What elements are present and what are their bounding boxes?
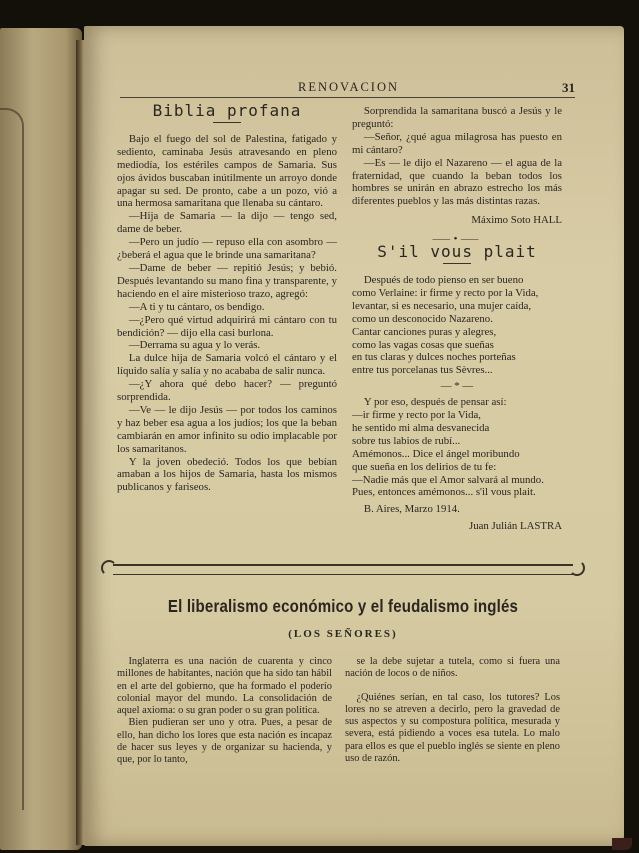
article-subtitle: (LOS SEÑORES): [288, 628, 398, 640]
poem-line: he sentido mi alma desvanecida: [352, 421, 490, 434]
article-title-liberalismo: El liberalismo económico y el feudalismo inglés: [167, 596, 519, 616]
paragraph: —Dame de beber — repitió Jesús; y bebió. Después levantando su mano fina y transparente, y haciendo en el aire misterioso trazo, agregó:: [117, 261, 337, 300]
poem-line: Cantar canciones puras y alegres,: [352, 325, 497, 338]
running-title: RENOVACION: [298, 80, 400, 94]
paragraph: —Ve — le dijo Jesús — por todos los caminos y haz beber esa agua a los judíos; los que la beban cambiarán en amor infinito su odio implacable por los samaritanos.: [117, 403, 337, 455]
paragraph: ¿Quiénes serían, en tal caso, los tutores? Los lores no se atreven a decirlo, pero la gravedad de sus aspectos y su compostura política, mesurada y severa, está pidiendo a voces esa tutela. Lo malo para ellos es que el pueblo inglés se siente en pleno uso de razón.: [345, 691, 560, 765]
paragraph: —¿Pero qué virtud adquirirá mi cántaro con tu bendición? — dijo ella casi burlona.: [117, 313, 337, 339]
poem-line: levantar, si es necesario, una mujer caída,: [352, 299, 532, 312]
column-bottom-right: [345, 656, 560, 765]
poem-line: —ir firme y recto por la Vida,: [352, 409, 481, 422]
column-right: [352, 105, 562, 533]
section-divider-bar: [113, 564, 573, 575]
poem-stanza-2: [352, 396, 562, 499]
poem-line: sobre tus labios de rubí...: [352, 434, 461, 447]
column-left: [117, 101, 337, 494]
section-flourish: ⸺•⸺: [431, 233, 483, 246]
poem-line: —Nadie más que el Amor salvará al mundo.: [352, 473, 544, 486]
previous-page-edge: [0, 28, 82, 850]
poem-line: Y por eso, después de pensar así:: [363, 396, 507, 409]
title-rule: [213, 122, 241, 123]
paragraph: Bajo el fuego del sol de Palestina, fatigado y sediento, caminaba Jesús atravesando en pleno mediodía, los estériles campos de Samaria. Sus ojos ávidos buscaban inútilmente un arroyo donde apagar su sed. De pronto, cabe a un pozo, vió a una hermosa samaritana que llenaba su cántaro.: [117, 132, 337, 210]
paragraph: La dulce hija de Samaria volcó el cántaro y el líquido salía y salía y no acababa de salir nunca.: [117, 352, 337, 378]
border-ornament: [0, 108, 24, 810]
poem-line: que sueña en los delirios de tu fe:: [352, 460, 497, 473]
paragraph: Sorprendida la samaritana buscó a Jesús y le preguntó:: [352, 105, 562, 130]
title-rule: [443, 263, 471, 264]
paragraph: Y la joven obedeció. Todos los que bebían amaban a los hijos de Samaria, hasta los mismos publicanos y fariseos.: [117, 455, 337, 494]
column-bottom-left: [117, 656, 332, 767]
header-rule: [120, 97, 575, 98]
article-title-sil-vous-plait: S'il vous plait: [377, 242, 537, 262]
poem-line: como un desconocido Nazareno.: [352, 312, 493, 325]
paragraph: —Es — le dijo el Nazareno — el agua de la fraternidad, que cuando la beban todos los hombres se unirán en abrazo estrecho los más diferentes pueblos y las más distintas razas.: [352, 156, 562, 208]
poem-line: como las vagas cosas que sueñas: [352, 338, 494, 351]
page-corner-shadow: [612, 838, 632, 850]
stanza-separator: — * —: [440, 380, 474, 393]
poem-line: en tus claras y dulces noches porteñas: [352, 351, 516, 364]
paragraph: —Pero un judío — repuso ella con asombro — ¿beberá el agua que le brinde una samaritana?: [117, 236, 337, 262]
poem-line: como Verlaine: ir firme y recto por la Vida,: [352, 286, 539, 299]
article-title-biblia: Biblia profana: [152, 101, 302, 120]
poem-line: Amémonos... Dice el ángel moribundo: [352, 447, 520, 460]
poem-line: Después de todo pienso en ser bueno: [363, 273, 524, 286]
page-header: [120, 80, 575, 94]
paragraph: Bien pudieran ser uno y otra. Pues, a pesar de ello, han dicho los lores que esta nación es incapaz de hacer sus leyes y de organizar su hacienda, y que, por lo tanto,: [117, 717, 332, 766]
author-signature: Juan Julián LASTRA: [469, 520, 562, 533]
paragraph: Inglaterra es una nación de cuarenta y cinco millones de habitantes, nación que ha sido tan hábil en el arte del gobierno, que ha formado el poderío colonial mayor del mundo. La consolidación de aquel axioma: o su gran poder o su gran política.: [117, 656, 332, 717]
paragraph: —Hija de Samaria — la dijo — tengo sed, dame de beber.: [117, 210, 337, 236]
place-date: B. Aires, Marzo 1914.: [363, 503, 460, 516]
poem-line: entre tus porcelanas tus Sèvres...: [352, 364, 493, 377]
paragraph: —Derrama su agua y lo verás.: [128, 339, 261, 352]
paragraph: se la debe sujetar a tutela, como si fuera una nación de locos o de niños.: [345, 656, 560, 680]
paragraph: —Señor, ¿qué agua milagrosa has puesto en mi cántaro?: [352, 130, 562, 156]
author-signature: Máximo Soto HALL: [471, 214, 562, 227]
paragraph: —¿Y ahora qué debo hacer? — preguntó sorprendida.: [117, 378, 337, 404]
page-number: 31: [562, 80, 575, 95]
poem-line: Pues, entonces amémonos... s'il vous plait.: [352, 486, 536, 499]
paragraph: —A ti y tu cántaro, os bendigo.: [128, 300, 265, 313]
poem-stanza-1: [352, 274, 562, 377]
